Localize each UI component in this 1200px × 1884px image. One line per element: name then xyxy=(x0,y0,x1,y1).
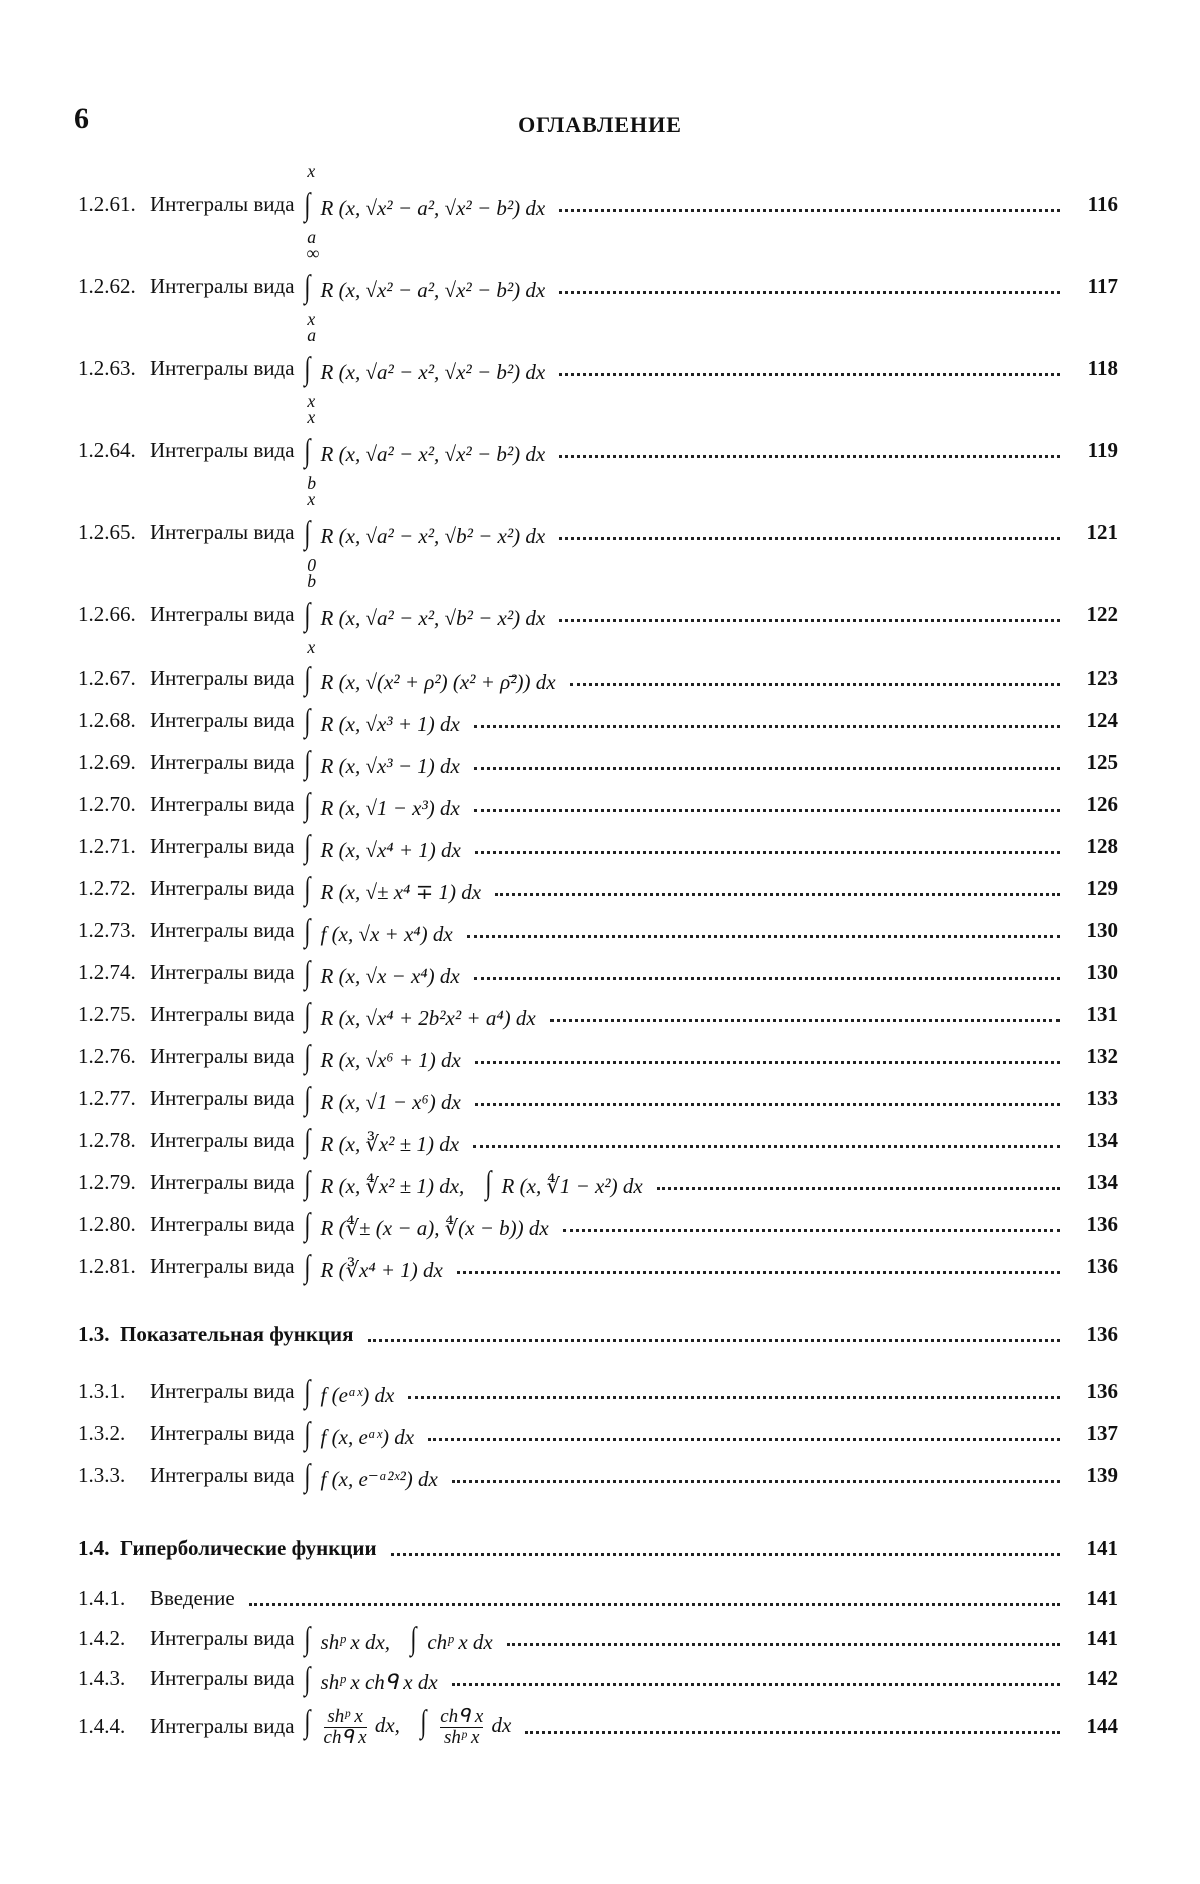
dot-leader xyxy=(550,1019,1060,1022)
toc-entry[interactable] xyxy=(78,788,1118,821)
entry-number: 1.2.78. xyxy=(78,1128,136,1152)
integrand: R (∛x⁴ + 1) dx xyxy=(320,1258,443,1282)
entry-page: 131 xyxy=(1086,1002,1118,1026)
toc-entry[interactable] xyxy=(78,1375,1118,1408)
integral-sign-icon: ∫ xyxy=(303,744,310,780)
entry-page: 141 xyxy=(1086,1586,1118,1610)
entry-label: Интегралы вида xyxy=(150,1626,295,1650)
entry-number: 1.2.64. xyxy=(78,438,136,462)
entry-formula xyxy=(303,1375,395,1408)
dot-leader xyxy=(559,209,1060,212)
entry-number: 1.4.4. xyxy=(78,1713,126,1738)
lower-limit: b xyxy=(306,473,316,493)
integral-sign-icon: ∫ xyxy=(420,1703,427,1739)
entry-label: Интегралы вида xyxy=(150,1002,295,1026)
entry-label: Интегралы вида xyxy=(150,1170,295,1194)
entry-label: Интегралы вида xyxy=(150,1254,295,1278)
entry-label: Интегралы вида xyxy=(150,1379,295,1403)
integral-sign-icon: ∫ xyxy=(303,1457,310,1493)
toc-entry[interactable] xyxy=(78,998,1118,1031)
integrand: R (x, √(x² + ρ²) (x² + ρ̄²)) dx xyxy=(320,670,556,694)
integral-sign-icon: ∫ xyxy=(303,1038,310,1074)
dot-leader xyxy=(475,851,1060,854)
integrand: shᵖ x dx, xyxy=(320,1630,391,1654)
integrand: R (x, √x⁴ + 2b²x² + a⁴) dx xyxy=(320,1006,536,1030)
integrand: R (x, √x³ − 1) dx xyxy=(320,754,460,778)
entry-formula xyxy=(303,998,536,1031)
dot-leader xyxy=(408,1396,1060,1399)
entry-number: 1.2.79. xyxy=(78,1170,136,1194)
entry-formula xyxy=(303,1622,493,1655)
dot-leader xyxy=(525,1731,1060,1734)
lower-limit: x xyxy=(306,309,315,329)
entry-label: Интегралы вида xyxy=(150,356,295,380)
entry-label: Интегралы вида xyxy=(150,960,295,984)
integrand: f (x, e⁻ᵃ²ˣ²) dx xyxy=(320,1467,438,1491)
entry-formula xyxy=(303,1250,443,1283)
entry-page: 136 xyxy=(1086,1254,1118,1278)
entry-page: 119 xyxy=(1087,438,1118,462)
integral-sign-icon: ∫ xyxy=(303,786,310,822)
integrand-second: R (x, ∜1 − x²) dx xyxy=(501,1174,643,1198)
entry-page: 134 xyxy=(1086,1128,1118,1152)
entry-formula xyxy=(303,830,461,863)
dot-leader xyxy=(473,1145,1060,1148)
integral-sign-icon: ∫ x a xyxy=(303,161,316,247)
entry-number: 1.2.70. xyxy=(78,792,136,816)
integral-sign-icon: ∫ xyxy=(303,1248,310,1284)
entry-formula xyxy=(303,325,546,411)
dot-leader xyxy=(249,1603,1060,1606)
toc-entry[interactable] xyxy=(78,746,1118,779)
lower-limit: a xyxy=(306,227,316,247)
integral-sign-icon: ∫ xyxy=(303,912,310,948)
entry-label: Интегралы вида xyxy=(150,876,295,900)
toc-entry[interactable] xyxy=(78,956,1118,989)
entry-number: 1.2.76. xyxy=(78,1044,136,1068)
entry-number: 1.3.1. xyxy=(78,1379,126,1403)
entry-label: Интегралы вида xyxy=(150,438,295,462)
integrand: R (x, √a² − x², √x² − b²) dx xyxy=(320,442,546,466)
entry-formula xyxy=(303,956,460,989)
entry-formula xyxy=(303,1082,461,1115)
section-number: 1.3. xyxy=(78,1322,110,1346)
integral-sign-icon: ∫ xyxy=(303,1122,310,1158)
page-title: ОГЛАВЛЕНИЕ xyxy=(518,112,682,137)
dot-leader xyxy=(495,893,1060,896)
integrand: R (x, √x² − a², √x² − b²) dx xyxy=(320,196,546,220)
integral-sign-icon: ∫ xyxy=(303,1164,310,1200)
toc-entry[interactable] xyxy=(78,571,1118,657)
entry-number: 1.2.81. xyxy=(78,1254,136,1278)
integrand: R (x, ∜x² ± 1) dx, xyxy=(320,1174,465,1198)
upper-limit: x xyxy=(306,407,315,427)
dot-leader xyxy=(474,977,1060,980)
integral-sign-icon: ∫ xyxy=(303,660,310,696)
entry-number: 1.2.68. xyxy=(78,708,136,732)
entry-formula xyxy=(303,872,482,905)
entry-number: 1.2.61. xyxy=(78,192,136,216)
dot-leader xyxy=(467,935,1060,938)
entry-label: Интегралы вида xyxy=(150,834,295,858)
integral-sign-icon: ∫ a x xyxy=(303,325,316,411)
entry-label: Интегралы вида xyxy=(150,1044,295,1068)
entry-number: 1.2.67. xyxy=(78,666,136,690)
fraction-numerator: shᵖ x xyxy=(327,1705,363,1727)
section-title: Гиперболические функции xyxy=(120,1536,377,1560)
dot-leader xyxy=(570,683,1060,686)
entry-number: 1.2.66. xyxy=(78,602,136,626)
entry-label: Интегралы вида xyxy=(150,1713,295,1738)
fraction xyxy=(324,1707,367,1748)
entry-formula xyxy=(303,788,460,821)
entry-label: Интегралы вида xyxy=(150,1421,295,1445)
entry-number: 1.2.65. xyxy=(78,520,136,544)
toc-entry[interactable] xyxy=(78,1459,1118,1492)
toc-entry[interactable] xyxy=(78,704,1118,737)
entry-formula xyxy=(303,1166,643,1199)
entry-formula xyxy=(303,243,546,329)
integral-sign-icon: ∫ ∞ x xyxy=(303,243,319,329)
entry-formula xyxy=(303,407,546,493)
toc-entry[interactable] xyxy=(78,161,1118,247)
entry-page: 130 xyxy=(1086,918,1118,942)
toc-section[interactable] xyxy=(78,1536,1118,1561)
integral-sign-icon: ∫ xyxy=(303,996,310,1032)
entry-page: 118 xyxy=(1087,356,1118,380)
entry-label: Интегралы вида xyxy=(150,192,295,216)
integral-sign-icon: ∫ xyxy=(410,1620,417,1656)
entry-label: Интегралы вида xyxy=(150,918,295,942)
entry-page: 136 xyxy=(1086,1212,1118,1236)
toc-entry[interactable] xyxy=(78,662,1118,695)
entry-number: 1.2.75. xyxy=(78,1002,136,1026)
integrand: shᵖ x chᑫ x dx xyxy=(320,1670,438,1694)
integrand-tail: dx xyxy=(491,1713,512,1737)
entry-label: Введение xyxy=(150,1586,235,1610)
dot-leader xyxy=(474,725,1060,728)
integrand-second: chᵖ x dx xyxy=(427,1630,493,1654)
integrand: f (x, √x + x⁴) dx xyxy=(320,922,453,946)
entry-formula xyxy=(303,161,546,247)
toc-entry[interactable] xyxy=(78,872,1118,905)
entry-formula xyxy=(303,1705,512,1748)
toc-entry[interactable] xyxy=(78,489,1118,575)
entry-page: 139 xyxy=(1086,1463,1118,1487)
entry-number: 1.2.63. xyxy=(78,356,136,380)
entry-formula xyxy=(303,662,556,695)
toc-entry[interactable] xyxy=(78,1586,1118,1611)
integrand: R (x, √1 − x³) dx xyxy=(320,796,460,820)
entry-label: Интегралы вида xyxy=(150,708,295,732)
upper-limit: x xyxy=(306,161,315,181)
toc-entry[interactable] xyxy=(78,1040,1118,1073)
dot-leader xyxy=(452,1480,1060,1483)
entry-formula xyxy=(303,571,546,657)
integral-sign-icon: ∫ xyxy=(303,870,310,906)
entry-page: 132 xyxy=(1086,1044,1118,1068)
entry-number: 1.2.69. xyxy=(78,750,136,774)
entry-formula xyxy=(303,1208,549,1241)
integral-sign-icon: ∫ xyxy=(484,1164,491,1200)
upper-limit: ∞ xyxy=(306,243,319,263)
dot-leader xyxy=(559,619,1060,622)
entry-label: Интегралы вида xyxy=(150,274,295,298)
entry-label: Интегралы вида xyxy=(150,666,295,690)
entry-page: 137 xyxy=(1086,1421,1118,1445)
entry-page: 144 xyxy=(1086,1713,1118,1738)
section-page: 136 xyxy=(1086,1322,1118,1346)
dot-leader xyxy=(474,767,1060,770)
integrand: R (x, √a² − x², √x² − b²) dx xyxy=(320,360,546,384)
integrand: R (x, √x⁶ + 1) dx xyxy=(320,1048,461,1072)
entry-formula xyxy=(303,1124,460,1157)
entry-page: 134 xyxy=(1086,1170,1118,1194)
entry-label: Интегралы вида xyxy=(150,750,295,774)
entry-number: 1.4.1. xyxy=(78,1586,126,1610)
entry-formula xyxy=(303,914,453,947)
entry-number: 1.2.62. xyxy=(78,274,136,298)
entry-formula xyxy=(303,1459,438,1492)
dot-leader xyxy=(559,455,1060,458)
entry-page: 133 xyxy=(1086,1086,1118,1110)
integral-sign-icon: ∫ xyxy=(303,954,310,990)
toc-entry[interactable] xyxy=(78,1166,1118,1199)
integral-sign-icon: ∫ xyxy=(303,1620,310,1656)
entry-number: 1.2.73. xyxy=(78,918,136,942)
integral-sign-icon: ∫ xyxy=(303,702,310,738)
entry-page: 125 xyxy=(1086,750,1118,774)
entry-label: Интегралы вида xyxy=(150,1128,295,1152)
dot-leader xyxy=(563,1229,1060,1232)
lower-limit: x xyxy=(306,391,315,411)
dot-leader xyxy=(368,1339,1060,1342)
entry-number: 1.4.2. xyxy=(78,1626,126,1650)
entry-formula xyxy=(303,1417,415,1450)
integral-sign-icon: ∫ x b xyxy=(303,407,316,493)
section-title: Показательная функция xyxy=(120,1322,354,1346)
toc-entry[interactable] xyxy=(78,1705,1118,1748)
entry-page: 116 xyxy=(1087,192,1118,216)
integrand: R (x, ∛x² ± 1) dx xyxy=(320,1132,460,1156)
toc-entry[interactable] xyxy=(78,1082,1118,1115)
dot-leader xyxy=(657,1187,1060,1190)
toc-entry[interactable] xyxy=(78,243,1118,329)
integral-sign-icon: ∫ b x xyxy=(303,571,316,657)
entry-page: 129 xyxy=(1086,876,1118,900)
toc-entry[interactable] xyxy=(78,830,1118,863)
toc-entry[interactable] xyxy=(78,1250,1118,1283)
entry-label: Интегралы вида xyxy=(150,792,295,816)
entry-formula xyxy=(303,1662,438,1695)
section-number: 1.4. xyxy=(78,1536,110,1560)
dot-leader xyxy=(474,809,1060,812)
entry-label: Интегралы вида xyxy=(150,1086,295,1110)
fraction-denominator: shᵖ x xyxy=(444,1726,480,1748)
toc-entry[interactable] xyxy=(78,1417,1118,1450)
toc-entry[interactable] xyxy=(78,407,1118,493)
dot-leader xyxy=(475,1061,1060,1064)
dot-leader xyxy=(428,1438,1060,1441)
integrand: R (x, √a² − x², √b² − x²) dx xyxy=(320,524,546,548)
integral-sign-icon: ∫ xyxy=(303,1415,310,1451)
entry-page: 117 xyxy=(1087,274,1118,298)
entry-formula xyxy=(303,746,460,779)
entry-page: 126 xyxy=(1086,792,1118,816)
dot-leader xyxy=(507,1643,1060,1646)
entry-page: 122 xyxy=(1086,602,1118,626)
integrand: R (x, √1 − x⁶) dx xyxy=(320,1090,461,1114)
entry-page: 123 xyxy=(1086,666,1118,690)
fraction-numerator: chᑫ x xyxy=(440,1705,484,1727)
toc-entry[interactable] xyxy=(78,1662,1118,1695)
dot-leader xyxy=(559,537,1060,540)
integral-sign-icon: ∫ xyxy=(303,828,310,864)
integrand: R (x, √x³ + 1) dx xyxy=(320,712,460,736)
integrand: R (x, √x² − a², √x² − b²) dx xyxy=(320,278,546,302)
integral-sign-icon: ∫ xyxy=(303,1660,310,1696)
fraction-denominator: chᑫ x xyxy=(323,1726,367,1748)
entry-label: Интегралы вида xyxy=(150,520,295,544)
entry-number: 1.2.71. xyxy=(78,834,136,858)
section-page: 141 xyxy=(1086,1536,1118,1560)
entry-page: 128 xyxy=(1086,834,1118,858)
integrand: R (x, √x − x⁴) dx xyxy=(320,964,460,988)
integrand-tail: dx, xyxy=(374,1713,400,1737)
integral-sign-icon: ∫ xyxy=(303,1373,310,1409)
lower-limit: x xyxy=(306,637,315,657)
upper-limit: a xyxy=(306,325,316,345)
integrand: f (eᵃˣ) dx xyxy=(320,1383,395,1407)
entry-page: 141 xyxy=(1086,1626,1118,1650)
entry-page: 130 xyxy=(1086,960,1118,984)
integral-sign-icon: ∫ xyxy=(303,1703,310,1739)
dot-leader xyxy=(559,291,1060,294)
toc-section[interactable] xyxy=(78,1322,1118,1347)
entry-page: 121 xyxy=(1086,520,1118,544)
dot-leader xyxy=(452,1683,1060,1686)
entry-label: Интегралы вида xyxy=(150,1463,295,1487)
dot-leader xyxy=(475,1103,1060,1106)
entry-number: 1.3.3. xyxy=(78,1463,126,1487)
toc-entry[interactable] xyxy=(78,1124,1118,1157)
integrand: R (x, √x⁴ + 1) dx xyxy=(320,838,461,862)
entry-number: 1.2.80. xyxy=(78,1212,136,1236)
entry-formula xyxy=(303,1040,461,1073)
dot-leader xyxy=(457,1271,1060,1274)
entry-formula xyxy=(303,489,546,575)
integrand: R (x, √± x⁴ ∓ 1) dx xyxy=(320,880,482,904)
entry-formula xyxy=(303,704,460,737)
dot-leader xyxy=(559,373,1060,376)
toc-entry[interactable] xyxy=(78,1622,1118,1655)
lower-limit: 0 xyxy=(306,555,316,575)
entry-label: Интегралы вида xyxy=(150,1212,295,1236)
integral-sign-icon: ∫ xyxy=(303,1080,310,1116)
entry-page: 142 xyxy=(1086,1666,1118,1690)
entry-page: 136 xyxy=(1086,1379,1118,1403)
integrand: R (∜± (x − a), ∜(x − b)) dx xyxy=(320,1216,549,1240)
entry-label: Интегралы вида xyxy=(150,602,295,626)
entry-label: Интегралы вида xyxy=(150,1666,295,1690)
integral-sign-icon: ∫ x 0 xyxy=(303,489,316,575)
entry-number: 1.2.77. xyxy=(78,1086,136,1110)
integrand: f (x, eᵃˣ) dx xyxy=(320,1425,415,1449)
upper-limit: b xyxy=(306,571,316,591)
entry-number: 1.2.74. xyxy=(78,960,136,984)
entry-number: 1.4.3. xyxy=(78,1666,126,1690)
dot-leader xyxy=(391,1553,1060,1556)
fraction xyxy=(440,1707,483,1748)
toc-entry[interactable] xyxy=(78,325,1118,411)
entry-page: 124 xyxy=(1086,708,1118,732)
integral-sign-icon: ∫ xyxy=(303,1206,310,1242)
toc-entry[interactable] xyxy=(78,1208,1118,1241)
upper-limit: x xyxy=(306,489,315,509)
entry-number: 1.2.72. xyxy=(78,876,136,900)
entry-number: 1.3.2. xyxy=(78,1421,126,1445)
page-number: 6 xyxy=(74,102,89,135)
toc-entry[interactable] xyxy=(78,914,1118,947)
integrand: R (x, √a² − x², √b² − x²) dx xyxy=(320,606,546,630)
